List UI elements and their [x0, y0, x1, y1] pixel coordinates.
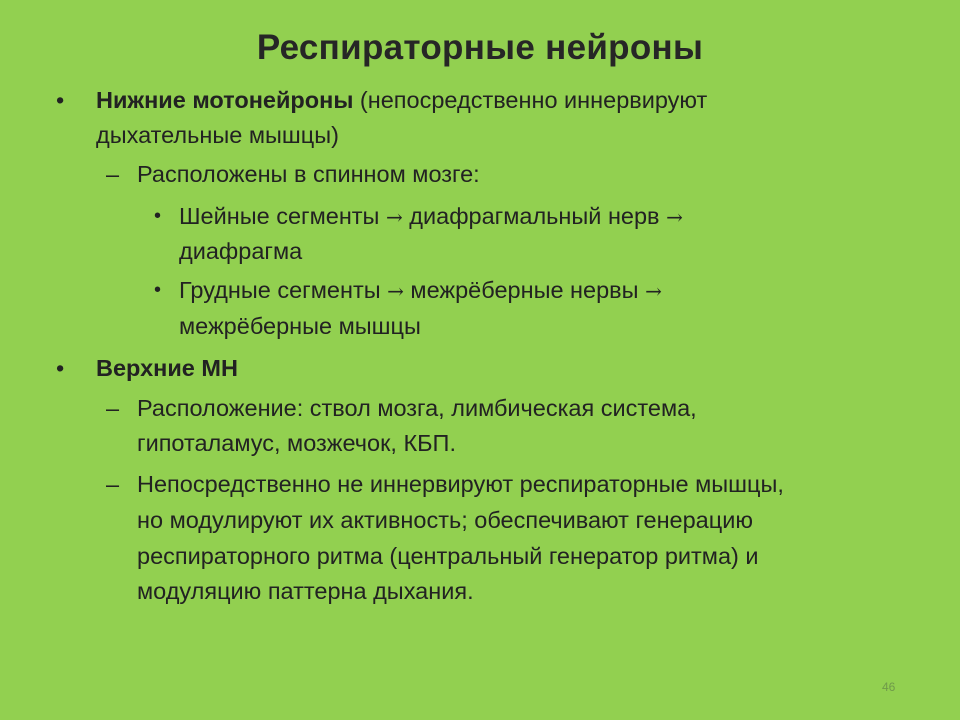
- sub-sub-item-thoracic-continued: межрёберные мышцы: [179, 313, 421, 339]
- sub-item-location-upper: Расположение: ствол мозга, лимбическая система,: [137, 395, 697, 421]
- dash-icon: –: [106, 471, 120, 497]
- arrow-icon: →: [385, 205, 403, 229]
- sub-item-location: Расположены в спинном мозге:: [137, 161, 480, 187]
- list-item-upper-mn: Верхние МН: [96, 355, 238, 381]
- sub-sub-item-cervical: Шейные сегменты → диафрагмальный нерв →: [179, 203, 683, 229]
- dash-icon: –: [106, 395, 120, 421]
- sub-item-modulation-line1: Непосредственно не иннервируют респираторные мышцы,: [137, 471, 784, 497]
- sub-item-modulation-line2: но модулируют их активность; обеспечивают генерацию: [137, 507, 753, 533]
- sub-item-modulation-line4: модуляцию паттерна дыхания.: [137, 578, 474, 604]
- bullet-icon: •: [56, 355, 65, 381]
- list-item-heading: Нижние мотонейроны: [96, 87, 354, 113]
- arrow-icon: →: [387, 279, 404, 303]
- sub-item-location-upper-continued: гипоталамус, мозжечок, КБП.: [137, 430, 456, 456]
- slide-title: Респираторные нейроны: [256, 28, 704, 67]
- sub-sub-item-thoracic: Грудные сегменты → межрёберные нервы →: [179, 277, 662, 303]
- list-item-lower-motoneurons: [96, 82, 916, 119]
- dash-icon: –: [106, 161, 120, 187]
- bullet-icon: •: [154, 279, 162, 301]
- arrow-icon: →: [645, 279, 662, 303]
- list-item-text-continued: дыхательные мышцы): [96, 122, 339, 148]
- sub-item-modulation-line3: респираторного ритма (центральный генератор ритма) и: [137, 543, 759, 569]
- bullet-icon: •: [56, 87, 65, 113]
- page-number: 46: [882, 680, 896, 694]
- list-item-text: (непосредственно иннервируют: [353, 87, 708, 113]
- sub-sub-item-cervical-continued: диафрагма: [179, 238, 303, 264]
- arrow-icon: →: [666, 205, 683, 229]
- bullet-icon: •: [154, 205, 162, 227]
